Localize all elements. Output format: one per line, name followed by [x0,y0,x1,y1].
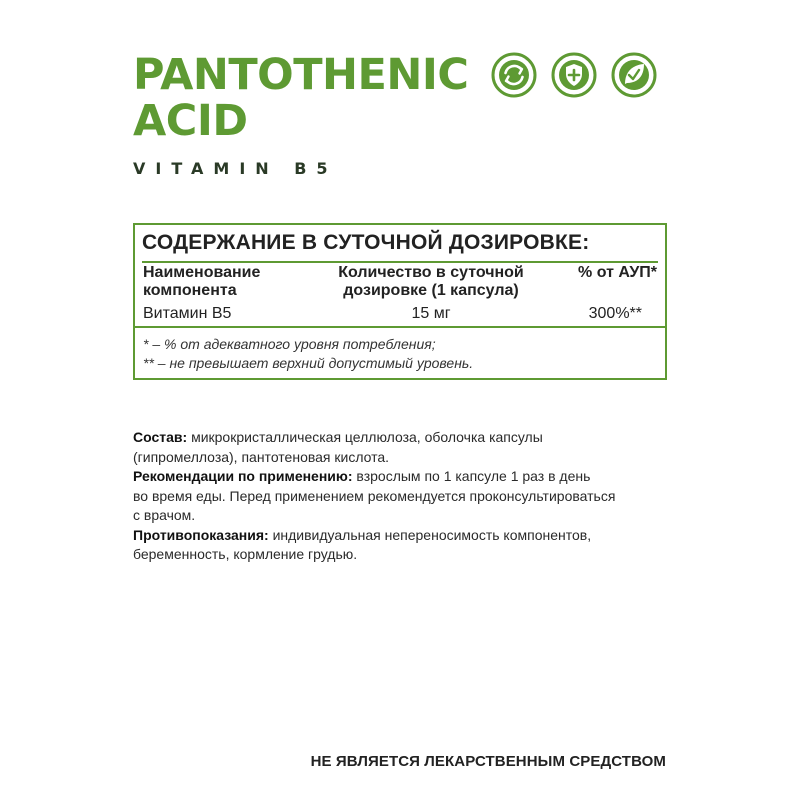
usage-text-line-3: с врачом. [133,507,196,523]
leaf-check-icon [611,52,657,98]
column-header-component [143,264,303,300]
composition-text-line-1: микрокристаллическая целлюлоза, оболочка капсулы [187,429,543,445]
product-title [133,52,468,144]
product-subtitle: VITAMIN B5 [133,159,338,178]
column-header-amount-line-1: Количество в суточной [338,264,524,281]
usage-text-line-1: взрослым по 1 капсуле 1 раз в день [352,468,591,484]
product-description [133,428,673,565]
contraindications-block [133,526,673,565]
column-header-amount-line-2: дозировке (1 капсула) [343,282,519,299]
panel-heading: СОДЕРЖАНИЕ В СУТОЧНОЙ ДОЗИРОВКЕ: [142,231,590,254]
heading-divider [142,261,658,263]
product-title-line-1: PANTOTHENIC [133,50,469,100]
column-header-component-line-2: компонента [143,282,237,299]
feature-badges [491,52,657,98]
shield-plus-icon [551,52,597,98]
composition-block [133,428,673,467]
usage-text-line-2: во время еды. Перед применением рекомендуется проконсультироваться [133,487,616,504]
recycle-arrows-icon [491,52,537,98]
contraindications-text-line-2: беременность, кормление грудью. [133,546,358,562]
not-a-medicine-disclaimer: НЕ ЯВЛЯЕТСЯ ЛЕКАРСТВЕННЫМ СРЕДСТВОМ [310,753,666,770]
footnote-divider [135,326,665,328]
contraindications-text-line-1: индивидуальная непереносимость компонентов, [268,526,592,543]
product-title-line-2: ACID [133,96,248,146]
column-header-percent: % от АУП* [578,264,657,281]
column-header-amount [321,264,541,300]
footnote-2: ** – не превышает верхний допустимый уровень. [143,355,474,371]
daily-dose-panel [133,223,667,380]
row-component-percent: 300%** [588,305,642,322]
row-component-name: Витамин B5 [143,305,232,322]
row-component-amount: 15 мг [411,305,451,322]
usage-label: Рекомендации по применению: [133,468,353,484]
column-header-component-line-1: Наименование [143,264,261,281]
footnotes [143,335,473,373]
usage-block [133,467,673,526]
footnote-1: * – % от адекватного уровня потребления; [143,336,436,352]
composition-text-line-2: (гипромеллоза), пантотеновая кислота. [133,448,390,465]
contraindications-label: Противопоказания: [133,526,269,543]
composition-label: Состав: [133,429,188,445]
